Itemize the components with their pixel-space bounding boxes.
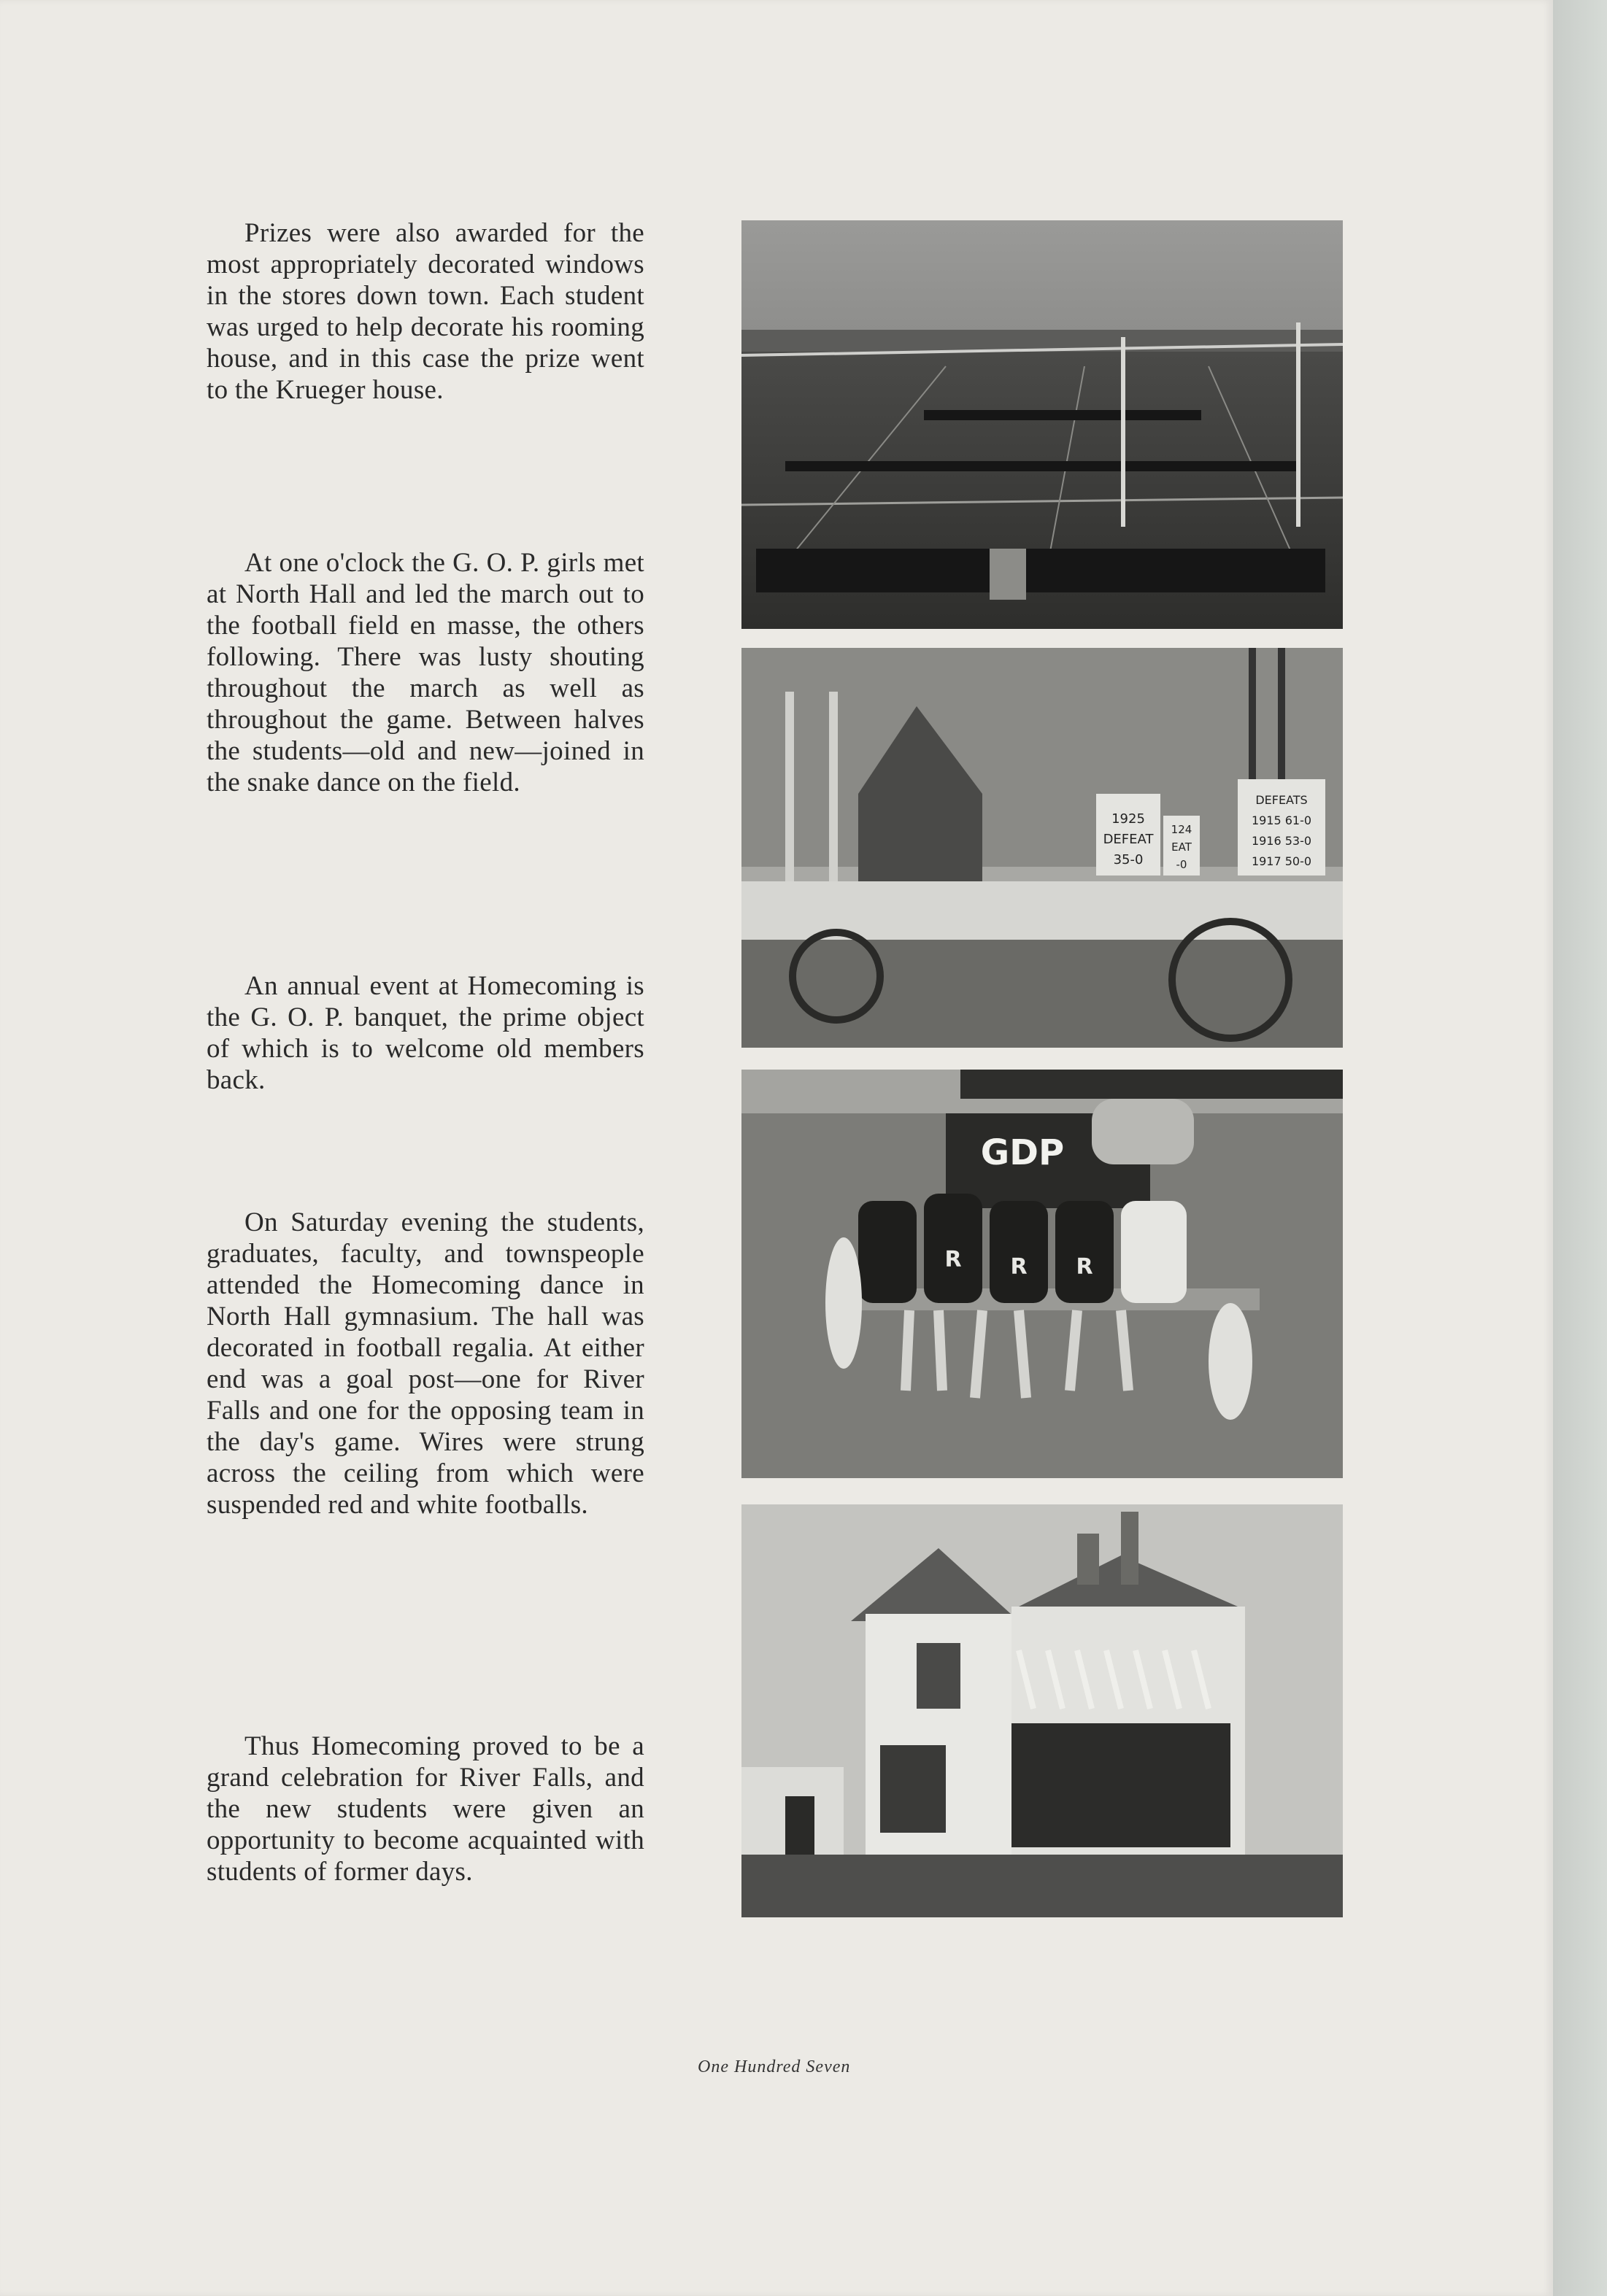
float-sign-right-line1: DEFEATS: [1255, 793, 1308, 807]
float-sign-left-line2: DEFEAT: [1103, 832, 1154, 847]
gop-banner-text: GDP: [980, 1132, 1065, 1173]
float-sign-right-line2: 1915 61-0: [1251, 813, 1312, 827]
photo-decorated-house: [741, 1504, 1343, 1917]
float-sign-mid-line3: -0: [1176, 858, 1187, 871]
float-sign-mid-line1: 124: [1171, 823, 1192, 836]
photo-football-field: [741, 220, 1343, 629]
paragraph-conclusion: Thus Homecoming proved to be a grand celebration for River Falls, and the new students were given an opportunity to become acquainted with students of former days.: [207, 1731, 644, 1887]
jersey-letter-2: R: [1010, 1254, 1028, 1280]
paragraph-banquet: An annual event at Homecoming is the G. O. P. banquet, the prime object of which is to welcome old members back.: [207, 971, 644, 1095]
float-sign-left-line3: 35-0: [1113, 852, 1144, 867]
float-sign-right-line3: 1916 53-0: [1251, 834, 1312, 848]
page-footer: One Hundred Seven: [698, 2057, 851, 2076]
float-sign-right-line4: 1917 50-0: [1251, 854, 1312, 868]
photo-parade-float: [741, 648, 1343, 1048]
jersey-letter-1: R: [944, 1247, 962, 1272]
page-edge: [1553, 0, 1607, 2296]
paragraph-dance: On Saturday evening the students, graduates, faculty, and townspeople attended the Homecoming dance in North Hall gymnasium. The hall was decorated in football regalia. At either end was a goal post—one for River Falls and one for the opposing team in the day's game. Wires were strung across the ceiling from which were suspended red and white footballs.: [207, 1207, 644, 1520]
photo-gop-girls: [741, 1070, 1343, 1478]
paragraph-march: At one o'clock the G. O. P. girls met at North Hall and led the march out to the football field en masse, the others following. There was lusty shouting throughout the march as well as throughout the game. Between halves the students—old and new—joined in the snake dance on the field.: [207, 548, 644, 797]
jersey-letter-3: R: [1076, 1254, 1093, 1280]
float-sign-left-line1: 1925: [1111, 811, 1145, 827]
paragraph-prizes: Prizes were also awarded for the most appropriately decorated windows in the stores down town. Each student was urged to help decorate his rooming house, and in this case the prize went to the Krueger house.: [207, 218, 644, 405]
float-sign-mid-line2: EAT: [1171, 840, 1192, 854]
